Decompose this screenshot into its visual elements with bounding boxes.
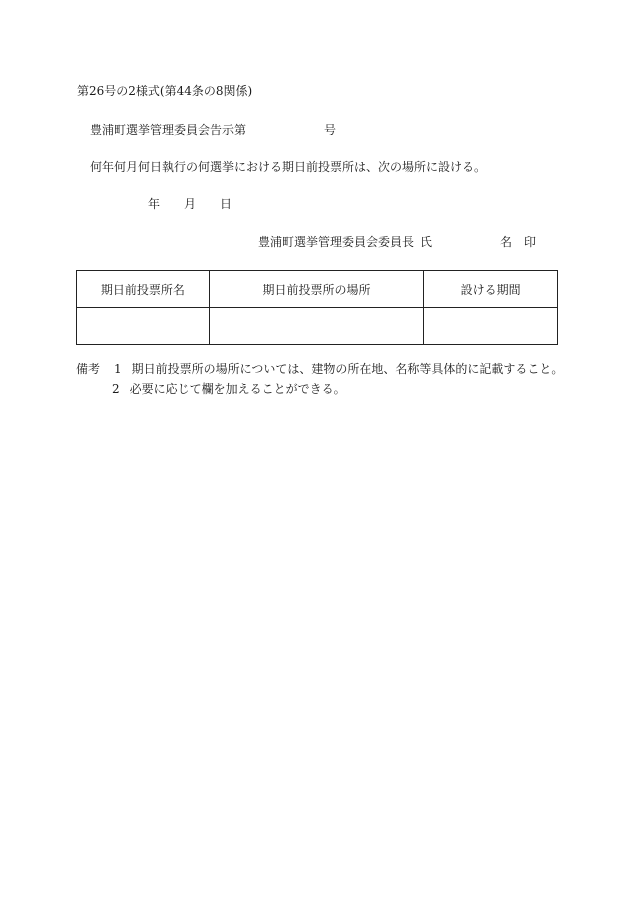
- header-place-location: 期日前投票所の場所: [209, 271, 423, 308]
- header-period: 設ける期間: [424, 271, 558, 308]
- polling-place-table: [76, 270, 558, 345]
- signature-line: [258, 235, 536, 249]
- remarks-item-2: [112, 382, 346, 396]
- remarks-text: 必要に応じて欄を加えることができる。: [129, 382, 346, 396]
- notice-number-suffix: 号: [324, 123, 337, 137]
- remarks-text: 期日前投票所の場所については、建物の所在地、名称等具体的に記載すること。: [131, 362, 564, 376]
- table-header-row: [77, 271, 558, 308]
- cell-place-name: [77, 308, 210, 345]
- date-year: 年: [148, 197, 161, 211]
- cell-place-location: [209, 308, 423, 345]
- notice-title: 豊浦町選挙管理委員会告示第: [90, 123, 247, 137]
- signature-seal: 印: [524, 235, 537, 249]
- signature-shi: 氏: [420, 235, 433, 249]
- date-month: 月: [184, 197, 197, 211]
- date-line: [148, 197, 232, 211]
- remarks-label: 備考: [76, 362, 101, 376]
- signature-authority: 豊浦町選挙管理委員会委員長: [258, 235, 415, 249]
- table-row: [77, 308, 558, 345]
- cell-period: [424, 308, 558, 345]
- notice-header: [90, 123, 336, 137]
- remarks-number: 1: [114, 362, 122, 376]
- notice-body: 何年何月何日執行の何選挙における期日前投票所は、次の場所に設ける。: [90, 160, 487, 174]
- date-day: 日: [220, 197, 233, 211]
- signature-mei: 名: [500, 235, 513, 249]
- remarks-number: 2: [112, 382, 120, 396]
- header-place-name: 期日前投票所名: [77, 271, 210, 308]
- remarks-item-1: [76, 362, 563, 376]
- form-id: 第26号の2様式(第44条の8関係): [77, 84, 253, 98]
